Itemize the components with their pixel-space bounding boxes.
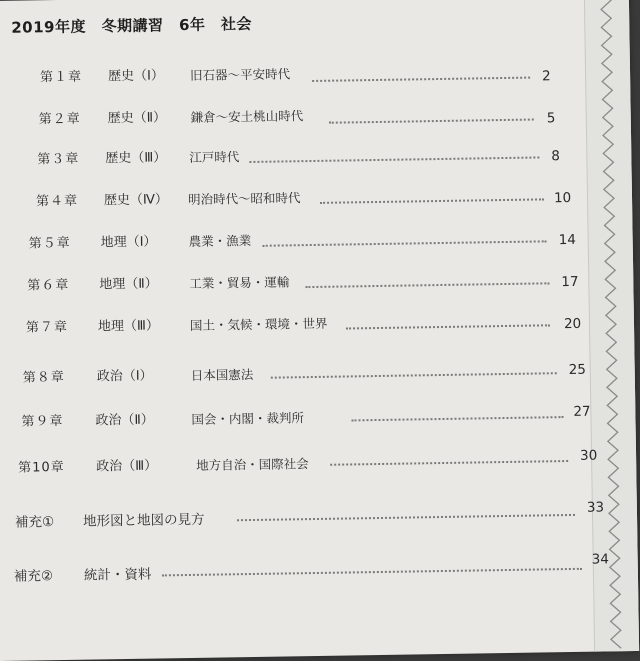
page-number: 2 (541, 68, 551, 85)
chapter-label: 第４章 (35, 193, 79, 210)
toc-row-supplement-1 (0, 499, 617, 537)
chapter-topic: 工業・貿易・運輸 (189, 274, 290, 291)
chapter-subject: 歴史（Ⅲ） (105, 150, 167, 167)
page-number: 33 (586, 499, 605, 516)
chapter-label: 第７章 (25, 319, 69, 336)
supplement-label: 補充① (14, 514, 55, 531)
chapter-subject: 歴史（Ⅰ） (107, 68, 165, 85)
page-number: 34 (591, 551, 610, 568)
chapter-label: 第２章 (38, 111, 81, 128)
page-number: 5 (546, 110, 556, 127)
dot-leader (271, 372, 557, 378)
chapter-label: 第１章 (39, 69, 83, 86)
supplement-label: 補充② (13, 568, 54, 585)
toc-row-chapter-8 (0, 359, 615, 393)
chapter-label: 第10章 (18, 459, 65, 476)
dot-leader (346, 324, 550, 329)
chapter-label: 第６章 (27, 277, 70, 294)
toc-row-chapter-10 (0, 449, 616, 483)
chapter-subject: 政治（Ⅰ） (96, 368, 153, 385)
dot-leader (263, 240, 547, 246)
chapter-topic: 農業・漁業 (188, 232, 252, 249)
toc-row-chapter-1 (0, 59, 610, 93)
chapter-topic: 国土・気候・環境・世界 (189, 315, 328, 333)
dot-leader (330, 460, 568, 466)
page-number: 10 (553, 189, 572, 207)
chapter-topic: 地方自治・国際社会 (196, 456, 309, 473)
chapter-topic: 旧石器～平安時代 (189, 66, 291, 83)
dot-leader (237, 514, 575, 521)
page-number: 25 (568, 361, 587, 379)
chapter-label: 第８章 (22, 369, 65, 386)
toc-row-chapter-3 (0, 141, 612, 175)
toc-row-chapter-4 (0, 183, 612, 217)
chapter-label: 第９章 (21, 413, 64, 430)
toc-row-supplement-2 (0, 551, 618, 591)
dot-leader (312, 77, 530, 82)
toc-row-chapter-5 (0, 225, 613, 259)
supplement-topic: 統計・資料 (83, 566, 152, 584)
page-number: 14 (558, 231, 576, 249)
chapter-topic: 江戸時代 (189, 149, 240, 165)
dot-leader (162, 568, 582, 577)
page-number: 8 (551, 148, 561, 165)
chapter-subject: 地理（Ⅲ） (97, 318, 160, 335)
chapter-subject: 歴史（Ⅳ） (103, 192, 169, 209)
toc-row-chapter-7 (0, 309, 614, 343)
toc-row-chapter-6 (0, 267, 613, 301)
supplement-topic: 地形図と地図の見方 (82, 511, 205, 530)
chapter-topic: 明治時代～昭和時代 (187, 190, 301, 207)
chapter-label: 第３章 (37, 151, 80, 168)
chapter-topic: 国会・内閣・裁判所 (191, 410, 305, 427)
toc-row-chapter-2 (0, 101, 611, 135)
page-number: 20 (563, 315, 582, 333)
chapter-topic: 日本国憲法 (190, 366, 254, 383)
dot-leader (249, 156, 539, 163)
chapter-subject: 政治（Ⅱ） (95, 412, 154, 429)
chapter-topic: 鎌倉～安土桃山時代 (190, 108, 304, 125)
toc-row-chapter-9 (0, 403, 616, 437)
document-title: 2019年度 冬期講習 6年 社会 (11, 14, 253, 37)
page-number: 27 (573, 403, 591, 420)
chapter-label: 第５章 (28, 235, 71, 252)
chapter-subject: 政治（Ⅲ） (96, 458, 158, 475)
chapter-subject: 歴史（Ⅱ） (107, 110, 167, 127)
dot-leader (305, 282, 549, 288)
chapter-subject: 地理（Ⅰ） (100, 234, 157, 251)
page-number: 30 (579, 447, 598, 464)
dot-leader (320, 198, 544, 204)
page-number: 17 (561, 273, 579, 291)
dot-leader (351, 416, 563, 421)
dot-leader (329, 119, 534, 124)
chapter-subject: 地理（Ⅱ） (99, 276, 158, 293)
